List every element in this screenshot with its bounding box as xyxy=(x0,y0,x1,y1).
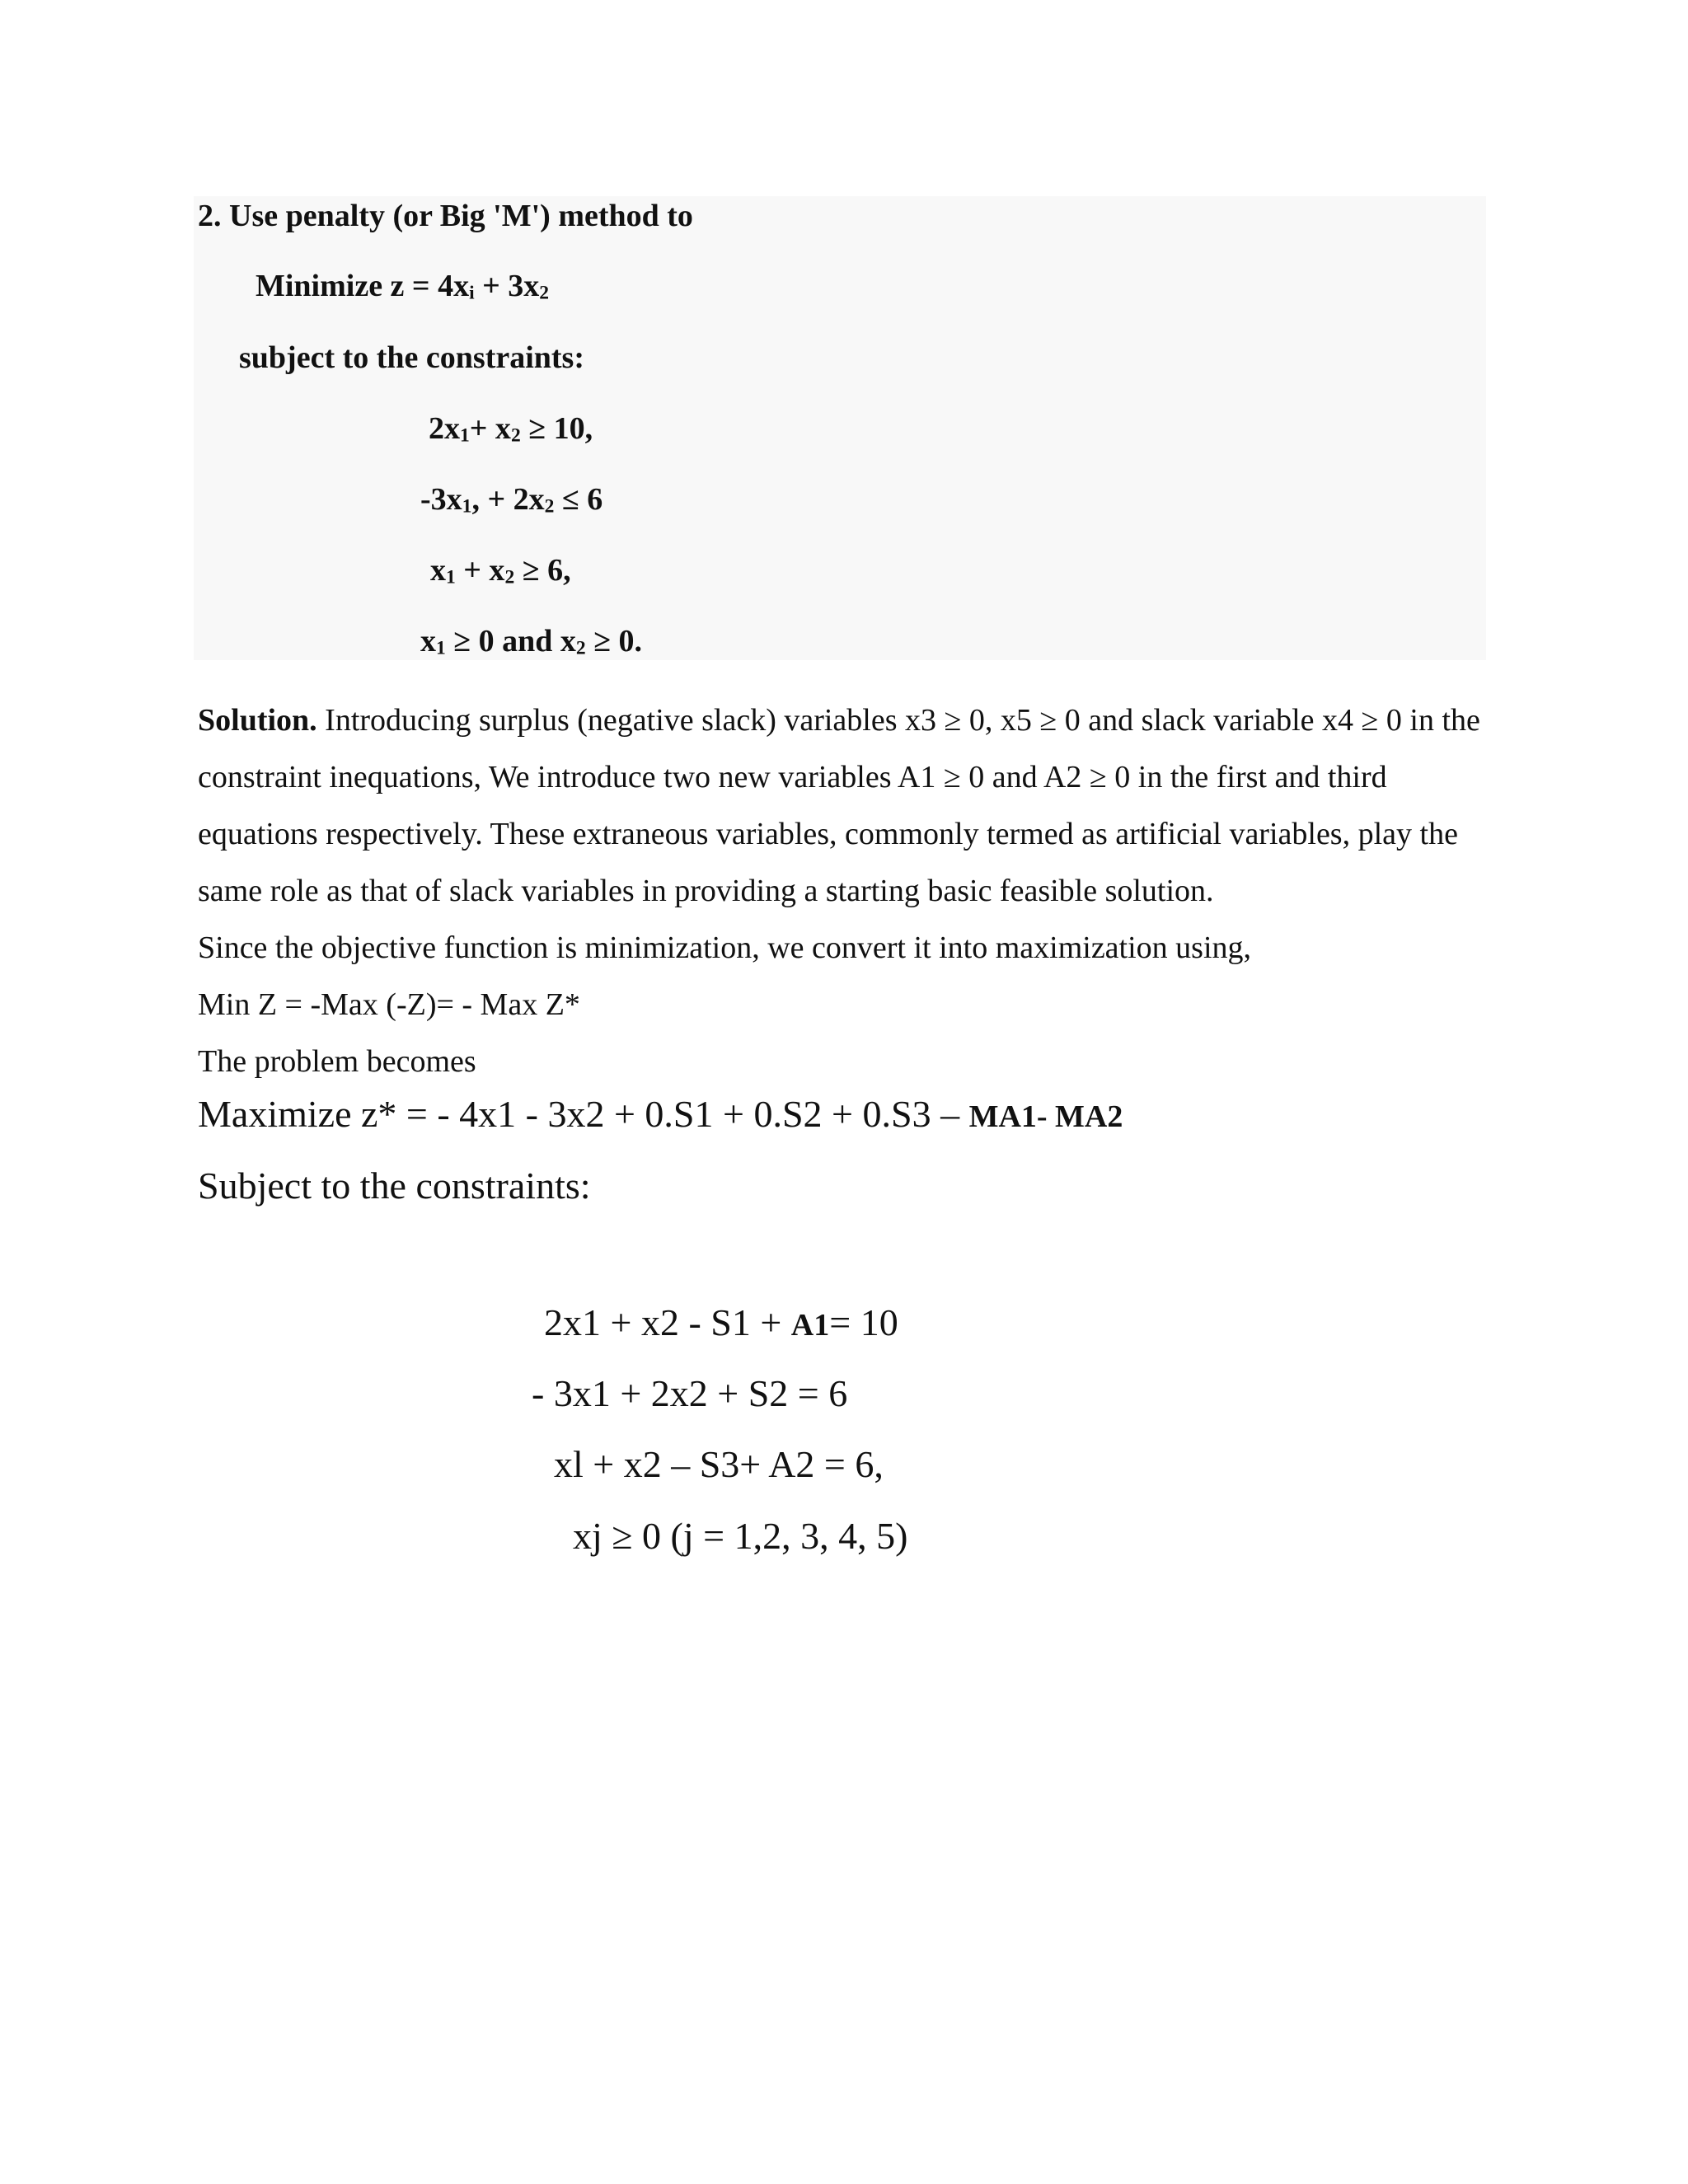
conversion-note: Since the objective function is minimization, we convert it into maximization using, xyxy=(198,930,1252,965)
constraint-text: 2x xyxy=(429,411,460,446)
penalty-terms: MA1- MA2 xyxy=(968,1099,1123,1134)
problem-title: 2. Use penalty (or Big 'M') method to xyxy=(198,199,693,233)
equation-text: = 10 xyxy=(829,1301,898,1343)
non-negativity-constraint xyxy=(420,623,642,660)
constraint-text: , + 2x xyxy=(471,482,545,517)
constraint-2 xyxy=(420,481,603,518)
solution-text: Introducing surplus (negative slack) variables x3 ≥ 0, x5 ≥ 0 and slack variable x4 ≥ 0 in the constraint inequations, We introduce two new variables A1 ≥ 0 and A2 ≥ 0 in the first and third equations respectively. These extraneous variables, commonly termed as artificial variables, play the same role as that of slack variables in providing a starting basic feasible solution. xyxy=(198,703,1480,908)
constraint-text: ≥ 6, xyxy=(514,553,571,588)
constraint-3 xyxy=(430,552,571,589)
transformed-objective xyxy=(198,1092,1123,1136)
equation-non-negativity: xj ≥ 0 (j = 1,2, 3, 4, 5) xyxy=(573,1515,908,1557)
equation-3: xl + x2 – S3+ A2 = 6, xyxy=(554,1443,884,1485)
solution-paragraph xyxy=(198,692,1490,920)
equation-2: - 3x1 + 2x2 + S2 = 6 xyxy=(532,1372,848,1414)
constraint-subscript: 2 xyxy=(510,424,521,447)
constraint-text: -3x xyxy=(420,482,462,517)
constraint-text: x xyxy=(420,624,436,658)
objective-text: Maximize z* = - 4x1 - 3x2 + 0.S1 + 0.S2 + 0.S3 – xyxy=(198,1093,969,1135)
constraint-subscript: 1 xyxy=(460,424,470,447)
constraint-subscript: 1 xyxy=(446,566,456,588)
objective-function xyxy=(256,268,549,305)
constraint-text: + x xyxy=(469,411,511,446)
transformed-constraints-heading: Subject to the constraints: xyxy=(198,1165,591,1207)
problem-statement-box xyxy=(194,196,1486,660)
artificial-variable: A1 xyxy=(790,1308,830,1343)
equation-1 xyxy=(544,1301,898,1344)
constraint-text: ≤ 6 xyxy=(554,482,603,517)
constraint-text: ≥ 0. xyxy=(585,624,643,658)
problem-becomes-text: The problem becomes xyxy=(198,1044,476,1079)
constraints-heading: subject to the constraints: xyxy=(239,340,585,375)
objective-subscript: 2 xyxy=(539,282,550,304)
constraint-1 xyxy=(429,410,593,448)
constraint-subscript: 1 xyxy=(436,637,446,659)
constraint-text: + x xyxy=(455,553,505,588)
constraint-subscript: 2 xyxy=(575,637,586,659)
objective-subscript: i xyxy=(469,282,475,304)
constraint-text: ≥ 0 and x xyxy=(445,624,576,658)
constraint-subscript: 2 xyxy=(504,566,515,588)
objective-text: Minimize z = 4x xyxy=(256,269,470,303)
objective-text: + 3x xyxy=(474,269,540,303)
constraint-subscript: 2 xyxy=(544,495,555,518)
conversion-formula: Min Z = -Max (-Z)= - Max Z* xyxy=(198,987,580,1022)
solution-label: Solution. xyxy=(198,703,317,738)
constraint-subscript: 1 xyxy=(462,495,472,518)
constraint-text: x xyxy=(430,553,446,588)
equation-text: 2x1 + x2 - S1 + xyxy=(544,1301,791,1343)
solution-section xyxy=(198,692,1490,1090)
constraint-text: ≥ 10, xyxy=(520,411,593,446)
